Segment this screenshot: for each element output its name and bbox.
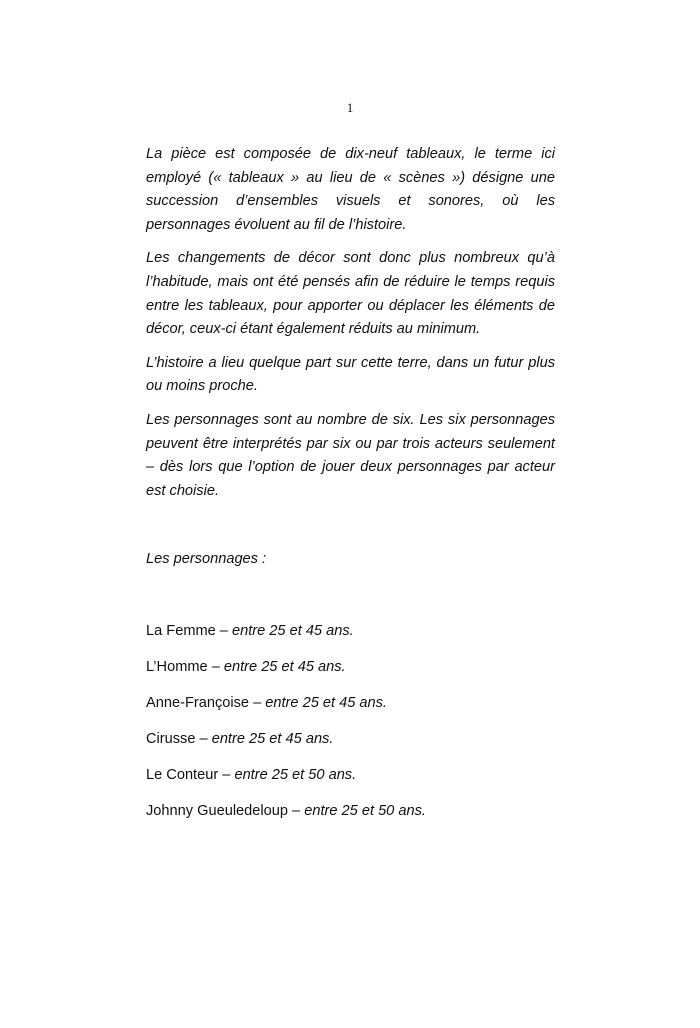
character-name: L’Homme [146, 659, 208, 675]
character-age: entre 25 et 45 ans. [211, 731, 334, 747]
character-separator: – [218, 767, 235, 783]
character-age: entre 25 et 45 ans. [223, 659, 346, 675]
character-separator: – [249, 695, 266, 711]
character-item [146, 728, 426, 764]
character-separator: – [195, 731, 212, 747]
character-age: entre 25 et 50 ans. [234, 767, 357, 783]
paragraph-personnages: Les personnages sont au nombre de six. Les six personnages peuvent être interprétés par six ou par trois acteurs seulement – dès lors que l’option de jouer deux personnages par acteur est choisie. [146, 411, 555, 499]
character-name: Johnny Gueuledeloup [146, 803, 288, 819]
character-separator: – [207, 659, 224, 675]
intro-text [146, 143, 555, 513]
paragraph-tableaux: La pièce est composée de dix-neuf tableaux, le terme ici employé (« tableaux » au lieu de « scènes ») désigne une succession d’ensembles visuels et sonores, où les personnages évoluent au fil de l’histoire. [146, 146, 555, 233]
characters-list [146, 620, 426, 836]
character-age: entre 25 et 50 ans. [304, 803, 426, 819]
character-separator: – [288, 803, 305, 819]
character-age: entre 25 et 45 ans. [265, 695, 387, 711]
characters-heading: Les personnages : [146, 551, 267, 567]
character-name: Le Conteur [146, 767, 219, 783]
paragraph-changements-decor: Les changements de décor sont donc plus nombreux qu’à l’habitude, mais ont été pensés afin de réduire le temps requis entre les tableaux, pour apporter ou déplacer les éléments de décor, ceux-ci étant également réduits au minimum. [146, 250, 555, 338]
character-item [146, 620, 426, 656]
character-age: entre 25 et 45 ans. [231, 623, 354, 639]
character-name: Cirusse [146, 731, 196, 747]
page-number: 1 [346, 100, 354, 115]
character-item [146, 692, 426, 728]
character-item [146, 656, 426, 692]
character-item [146, 800, 426, 836]
character-item [146, 764, 426, 800]
character-name: Anne-Françoise [146, 695, 250, 711]
character-separator: – [215, 623, 232, 639]
character-name: La Femme [146, 623, 216, 639]
paragraph-histoire: L’histoire a lieu quelque part sur cette terre, dans un futur plus ou moins proche. [146, 354, 555, 395]
